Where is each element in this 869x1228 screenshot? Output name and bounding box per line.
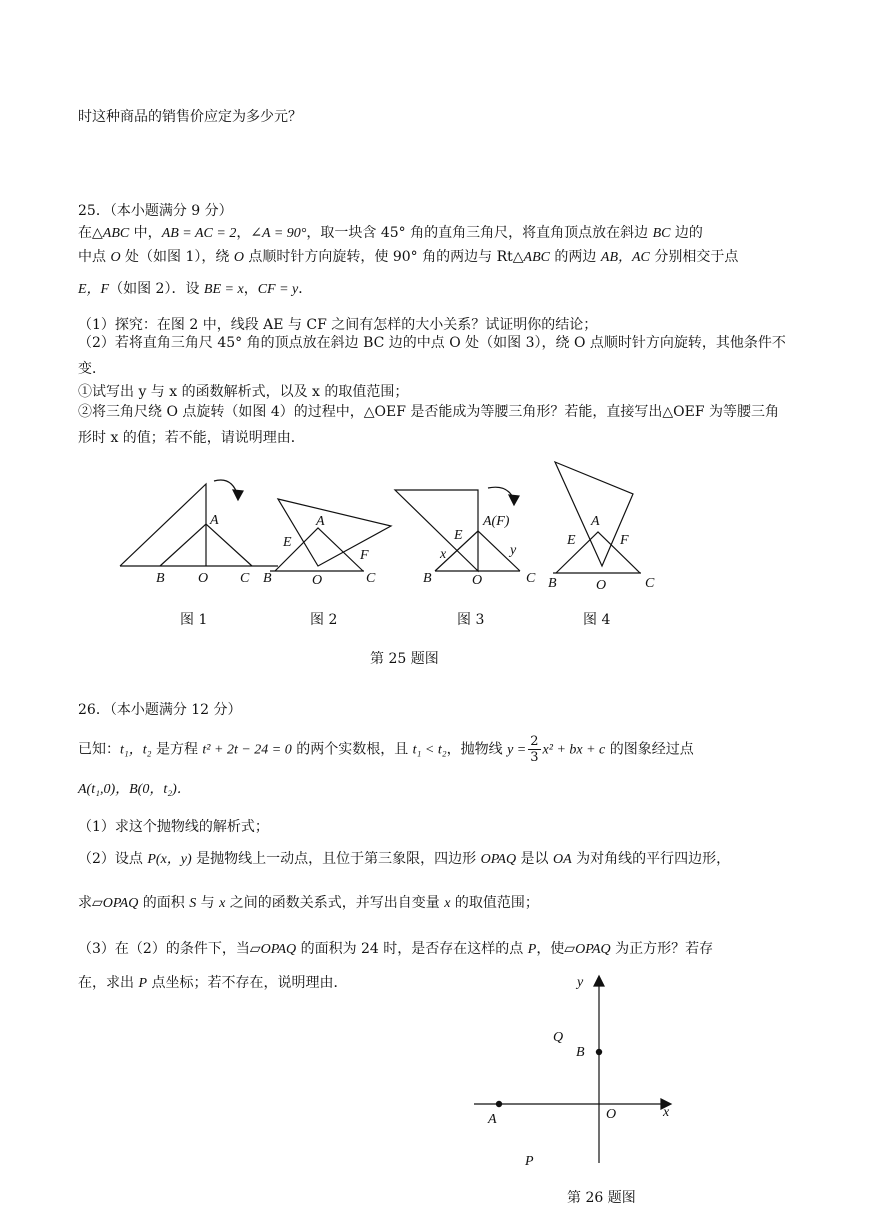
point-b	[596, 1049, 601, 1054]
q26-label-p: P	[525, 1154, 534, 1169]
q26-figure-title: 第 26 题图	[567, 1190, 636, 1206]
fig2-label-c: C	[366, 571, 376, 586]
fig4-label-e: E	[567, 533, 576, 548]
q26-subq-3-cont: 在，求出 P 点坐标；若不存在，说明理由．	[78, 975, 348, 991]
fig4-label-o: O	[596, 578, 607, 593]
q26-subq-2-cont: 求▱OPAQ 的面积 S 与 x 之间的函数关系式，并写出自变量 x 的取值范围；	[78, 895, 539, 911]
q25-header: 25．（本小题满分 9 分）	[78, 203, 233, 219]
fig2-label-e: E	[283, 535, 292, 550]
q26-subq-3: （3）在（2）的条件下，当▱OPAQ 的面积为 24 时，是否存在这样的点 P，使▱OPAQ 为正方形？若存	[78, 941, 714, 957]
point-a	[496, 1101, 501, 1106]
fraction-two-thirds: $\frac{2}{3}$	[530, 734, 539, 765]
q25-line-3: E，F（如图 2）．设 BE = x，CF = y．	[78, 281, 313, 297]
fig3-label-af: A(F)	[483, 514, 510, 529]
q25-subq-2-2: ②将三角尺绕 O 点旋转（如图 4）的过程中，△OEF 是否能成为等腰三角形？若能，直接写出△OEF 为等腰三角形时 x 的值；若不能，请说明理由．	[78, 404, 779, 446]
fig2-label-a: A	[316, 514, 325, 529]
fig1-label-c: C	[240, 571, 250, 586]
q26-line-1: 已知：t₁，t₂ 是方程 t² + 2t − 24 = 0 的两个实数根，且 t₁ < t₂，抛物线 y = $\frac{2}{3}$ x² + bx + c 的图象经过点	[78, 734, 694, 765]
q25-subq-2-1: ①试写出 y 与 x 的函数解析式，以及 x 的取值范围；	[78, 384, 409, 400]
q26-label-x: x	[663, 1105, 670, 1120]
q25-line-2: 中点 O 处（如图 1），绕 O 点顺时针方向旋转，使 90° 角的两边与 Rt△ABC 的两边 AB，AC 分别相交于点	[78, 249, 739, 265]
fig4-label-b: B	[548, 576, 557, 591]
fig3-label-y: y	[510, 543, 517, 558]
q26-label-q: Q	[553, 1030, 564, 1045]
fig1-label-b: B	[156, 571, 165, 586]
fig3-label-b: B	[423, 571, 432, 586]
fig4-label-a: A	[591, 514, 600, 529]
y-axis-arrow	[594, 976, 604, 986]
q26-subq-2: （2）设点 P(x，y) 是抛物线上一动点，且位于第三象限，四边形 OPAQ 是以 OA 为对角线的平行四边形，	[78, 851, 731, 867]
fig2-label-f: F	[360, 548, 369, 563]
fig3-label-c: C	[526, 571, 536, 586]
fig2-label-o: O	[312, 573, 323, 588]
q25-figure-title: 第 25 题图	[370, 651, 439, 667]
fig1-caption: 图 1	[180, 612, 208, 628]
q26-label-a: A	[488, 1112, 497, 1127]
q25-subq-2: （2）若将直角三角尺 45° 角的顶点放在斜边 BC 边的中点 O 处（如图 3），绕 O 点顺时针方向旋转，其他条件不变．	[78, 335, 786, 377]
q26-label-b: B	[576, 1045, 585, 1060]
q25-line-1: 在△ABC 中，AB = AC = 2，∠A = 90°，取一块含 45° 角的直角三角尺，将直角顶点放在斜边 BC 边的	[78, 225, 703, 241]
fig2-caption: 图 2	[310, 612, 338, 628]
q26-label-y: y	[577, 975, 584, 990]
q26-line-2: A(t₁,0)，B(0，t₂)．	[78, 782, 191, 797]
fig3-label-o: O	[472, 573, 483, 588]
fig2-label-b: B	[263, 571, 272, 586]
fig3-label-e: E	[454, 528, 463, 543]
fig1-label-o: O	[198, 571, 209, 586]
fig3-caption: 图 3	[457, 612, 485, 628]
fig1-label-a: A	[210, 513, 219, 528]
q26-label-o: O	[606, 1107, 617, 1122]
q26-header: 26．（本小题满分 12 分）	[78, 702, 242, 718]
q26-subq-1: （1）求这个抛物线的解析式；	[78, 819, 269, 835]
fig4-caption: 图 4	[583, 612, 611, 628]
fig3-label-x: x	[440, 547, 447, 562]
fig4-label-f: F	[620, 533, 629, 548]
fig4-label-c: C	[645, 576, 655, 591]
q25-subq-1: （1）探究：在图 2 中，线段 AE 与 CF 之间有怎样的大小关系？试证明你的结论；	[78, 317, 598, 333]
q24-tail-text: 时这种商品的销售价应定为多少元？	[78, 109, 302, 125]
